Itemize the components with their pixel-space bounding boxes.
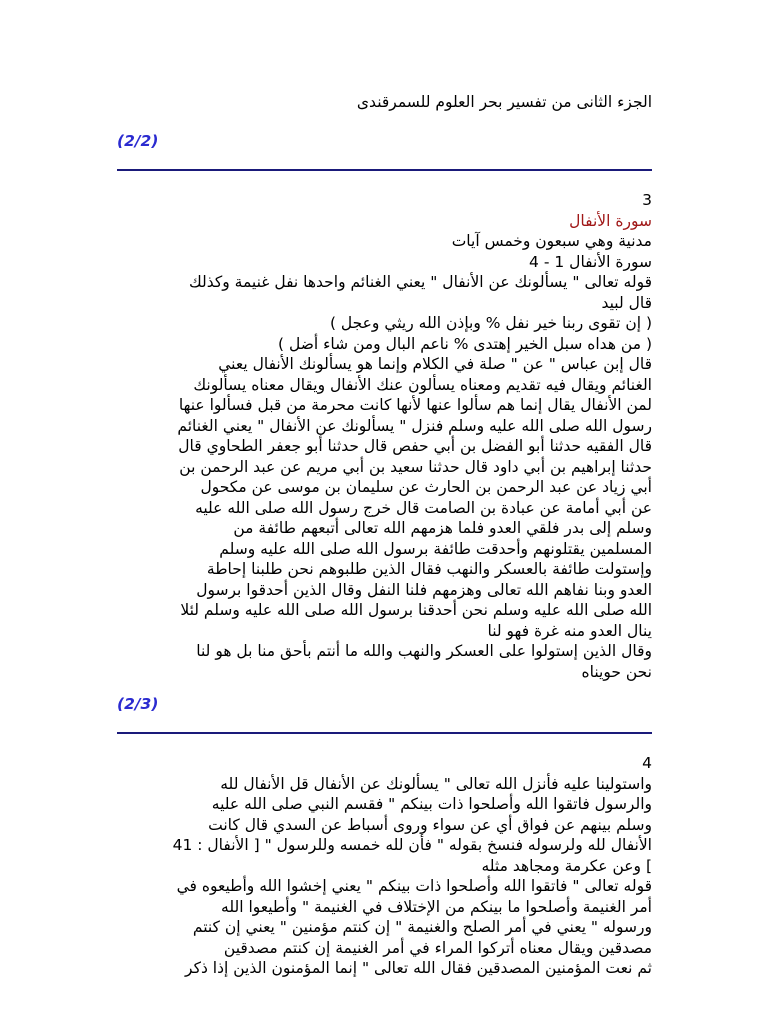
text-line: وسلم إلى بدر فلقي العدو فلما هزمهم الله تعالى أتبعهم طائفة من <box>233 519 652 537</box>
text-line: وقال الذين إستولوا على العسكر والنهب والله ما أنتم بأحق منا بل هو لنا <box>196 642 652 660</box>
page-divider <box>117 732 652 734</box>
text-line: ثم نعت المؤمنين المصدقين فقال الله تعالى " إنما المؤمنون الذين إذا ذكر <box>185 959 652 977</box>
text-line: العدو وبنا نفاهم الله تعالى وهزمهم فلنا النفل وقال الذين أحدقوا برسول <box>196 580 652 599</box>
text-line: رسول الله صلى الله عليه وسلم فنزل " يسألونك عن الأنفال " يعني الغنائم <box>177 416 652 435</box>
text-line: عن أبي أمامة عن عبادة بن الصامت قال خرج رسول الله صلى الله عليه <box>195 498 652 517</box>
text-line: قوله تعالى " فاتقوا الله وأصلحوا ذات بينكم " يعني إخشوا الله وأطيعوه في <box>176 877 652 895</box>
text-line: قال لبيد <box>601 293 652 312</box>
page-marker-2-2: (2/2) <box>117 132 159 150</box>
text-line: ينال العدو منه غرة فهو لنا <box>487 621 652 640</box>
text-line: مدنية وهي سبعون وخمس آيات <box>451 232 652 250</box>
text-line: ورسوله " يعني في أمر الصلح والغنيمة " إن كنتم مؤمنين " يعني إن كنتم <box>192 918 652 936</box>
text-line: حدثنا إبراهيم بن أبي داود قال حدثنا سعيد بن أبي مريم عن عبد الرحمن بن <box>179 457 652 476</box>
text-line: أمر الغنيمة وأصلحوا ما بينكم من الإختلاف في الغنيمة " وأطيعوا الله <box>221 897 652 916</box>
text-line: لمن الأنفال يقال إنما هم سألوا عنها لأنها كانت محرمة من قبل فسألوا عنها <box>178 396 652 414</box>
text-line: سورة الأنفال 1 - 4 <box>529 252 652 271</box>
page-divider <box>117 169 652 171</box>
section-text <box>117 231 652 682</box>
text-line: المسلمين يقتلونهم وأحدقت طائفة برسول الله صلى الله عليه وسلم <box>219 539 652 558</box>
page-marker-2-3: (2/3) <box>117 695 159 713</box>
text-line: ] وعن عكرمة ومجاهد مثله <box>481 856 652 875</box>
text-line: الله صلى الله عليه وسلم نحن أحدقنا برسول الله صلى الله عليه وسلم لئلا <box>180 601 652 619</box>
surah-title: سورة الأنفال <box>569 211 652 230</box>
text-line: مصدقين ويقال معناه أتركوا المراء في أمر الغنيمة إن كنتم مصدقين <box>223 938 652 957</box>
text-line: واستولينا عليه فأنزل الله تعالى " يسألونك عن الأنفال قل الأنفال لله <box>220 774 652 793</box>
section-text <box>117 774 652 979</box>
text-line: الأنفال لله ولرسوله فنسخ بقوله " فأن لله خمسه وللرسول " [ الأنفال : 41 <box>172 836 652 854</box>
text-line: والرسول فاتقوا الله وأصلحوا ذات بينكم " فقسم النبي صلى الله عليه <box>211 795 652 813</box>
text-line: ( إن تقوى ربنا خير نفل % وبإذن الله ريثي وعجل ) <box>329 314 652 332</box>
text-line: ( من هداه سبل الخير إهتدى % ناعم البال ومن شاء أضل ) <box>278 334 652 353</box>
text-line: وإستولت طائفة بالعسكر والنهب فقال الذين طلبوهم نحن طلبنا إحاطة <box>206 560 652 578</box>
text-line: نحن حويناه <box>581 662 652 681</box>
text-line: قال الفقيه حدثنا أبو الفضل بن أبي حفص قال حدثنا أبو جعفر الطحاوي قال <box>178 437 652 455</box>
section-page-4 <box>117 753 652 979</box>
page-number: 3 <box>642 191 652 209</box>
text-line: الغنائم ويقال فيه تقديم ومعناه يسألون عنك الأنفال ويقال معناه يسألونك <box>193 375 652 394</box>
text-line: وسلم بينهم عن فواق أي عن سواء وروى أسباط عن السدي قال كانت <box>208 815 652 834</box>
section-page-3 <box>117 190 652 682</box>
text-line: أبي زياد عن عبد الرحمن بن الحارث عن سليمان بن موسى عن مكحول <box>200 478 652 496</box>
book-title: الجزء الثانى من تفسير بحر العلوم للسمرقندى <box>356 93 652 111</box>
text-line: قال إبن عباس " عن " صلة في الكلام وإنما هو يسألونك الأنفال يعني <box>218 355 652 373</box>
page-number: 4 <box>642 754 652 772</box>
text-line: قوله تعالى " يسألونك عن الأنفال " يعني الغنائم واحدها نفل غنيمة وكذلك <box>188 273 652 291</box>
